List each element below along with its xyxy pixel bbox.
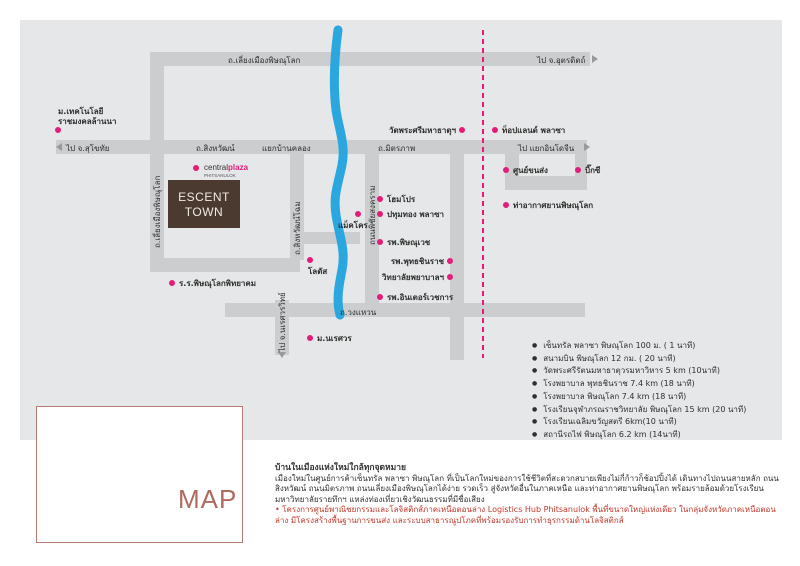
central-plaza-logo: [193, 163, 249, 178]
label-pathumthong: ปทุมทอง พลาซา: [387, 210, 444, 219]
label-ruamphaet: รพ.พิษณุเวช: [387, 238, 431, 247]
poi-school-icon: [169, 280, 175, 286]
label-phutthachinnarat: รพ.พุทธชินราช: [390, 257, 444, 266]
label-mid-vertical: ถนนพิชัยสงคราม: [368, 185, 377, 245]
central-logo-text: central: [204, 163, 229, 172]
escent-town-logo: [168, 180, 240, 228]
label-singhawat: ถ.สิงหวัฒน์: [196, 144, 235, 153]
poi-phutthachinnarat-icon: [447, 258, 453, 264]
label-singhawat-vertical: ถ.สิงหวัฒน์โฉม: [293, 201, 302, 255]
label-mittraphap: ถ.มิตรภาพ: [378, 144, 416, 153]
legend-item: ● เซ็นทรัล พลาซา พิษณุโลก 100 ม. ( 1 นาที): [532, 340, 772, 353]
label-macro: แม็คโคร: [338, 221, 368, 230]
label-to-khae: ไป แยกอินโดจีน: [518, 144, 575, 153]
label-wongwaen: ถ.วงแหวน: [340, 308, 377, 317]
road-airport: [505, 176, 587, 190]
legend-item: ● สนามบิน พิษณุโลก 12 กม. ( 20 นาที): [532, 353, 772, 366]
legend-item: ● วัดพระศรีรัตนมหาธาตุวรมหาวิหาร 5 km (10นาที): [532, 365, 772, 378]
label-school: ร.ร.พิษณุโลกพิทยาคม: [179, 279, 257, 288]
label-homepro: โฮมโปร: [387, 195, 416, 204]
label-khwae-ban-khlong: แยกบ้านคลอง: [262, 144, 311, 153]
description: [275, 463, 785, 527]
label-nursing-college: วิทยาลัยพยาบาลฯ: [382, 273, 444, 282]
poi-intercare-icon: [377, 294, 383, 300]
legend-item: ● โรงเรียนจุฬาภรณราชวิทยาลัย พิษณุโลก 15 km (20 นาที): [532, 404, 772, 417]
legend-item: ● โรงเรียนเฉลิมขวัญสตรี 6km(10 นาที): [532, 416, 772, 429]
label-naresuan-vertical: ไป จ.นเรศวรวิทย์: [278, 292, 287, 352]
description-highlight: • โครงการศูนย์พาณิชยกรรมและโลจิสติกส์ภาคเหนือตอนล่าง Logistics Hub Phitsanulok พื้นที่ขนาดใหญ่แห่งเดียว ในกลุ่มจังหวัดภาคเหนือตอนล่าง มีโครงสร้างพื้นฐานการขนส่ง และระบบสาธารณูปโภคที่พร้อมรองรับการทำธุรกรรมด้านโลจิสติกส์: [275, 505, 776, 525]
poi-central-icon: [193, 165, 199, 171]
road-network: [56, 52, 590, 360]
escent-text: ESCENT: [178, 190, 230, 204]
road-bypass-top: [150, 52, 590, 66]
central-logo-za: za: [239, 163, 249, 172]
central-logo-pla: pla: [228, 163, 240, 172]
distance-legend: [532, 340, 772, 442]
poi-pathumthong-icon: [377, 211, 383, 217]
label-airport: ท่าอากาศยานพิษณุโลก: [513, 201, 594, 210]
central-logo-sub: PHITSANULOK: [204, 173, 236, 178]
label-technology-2: ราชมงคลล้านนา: [58, 117, 117, 126]
river-nan: [334, 30, 343, 315]
label-topland: ท็อปแลนด์ พลาซา: [502, 126, 566, 135]
poi-wat-icon: [459, 127, 465, 133]
description-body: เมืองใหม่ในศูนย์การค้าเซ็นทรัล พลาซา พิษณุโลก ที่เป็นโลกใหม่ของการใช้ชีวิตที่สะดวกสบายเพียงไม่กี่ก้าวก็ช้อปปิ้งได้ เดินทางไปถนนสายหลัก ถนนสิงหวัฒน์ ถนนมิตรภาพ ถนนเลี่ยงเมืองพิษณุโลกได้ง่าย รวดเร็ว สู่จังหวัดอื่นในภาคเหนือ และท่าอากาศยานพิษณุโลก พร้อมรายล้อมด้วยโรงเรียน มหาวิทยาลัยรายทึกฯ แหล่งท่องเที่ยวเชิงวัฒนธรรมที่มีชื่อเสียง: [275, 473, 779, 504]
label-to-sukhothai: ไป จ.สุโขทัย: [66, 144, 110, 153]
poi-distribution-icon: [503, 167, 509, 173]
label-naresuan-uni: ม.นเรศวร: [317, 334, 352, 343]
poi-ruamphaet-icon: [377, 239, 383, 245]
description-headline: บ้านในเมืองแห่งใหม่ใกล้ทุกจุดหมาย: [275, 463, 407, 473]
label-lotus: โลตัส: [308, 267, 328, 276]
poi-homepro-icon: [377, 196, 383, 202]
label-to-uttaradit: ไป จ.อุตรดิตถ์: [537, 56, 586, 65]
legend-item: ● โรงพยาบาล พิษณุโลก 7.4 km (18 นาที): [532, 391, 772, 404]
poi-bigc-icon: [575, 167, 581, 173]
label-intercare: รพ.อินเตอร์เวชการ: [387, 293, 454, 302]
poi-topland-icon: [492, 127, 498, 133]
legend-item: ● สถานีรถไฟ พิษณุโลก 6.2 km (14นาที): [532, 429, 772, 442]
poi-macro-icon: [355, 211, 361, 217]
label-distribution: ศูนย์ขนส่ง: [513, 166, 548, 175]
road-link-west: [150, 258, 300, 272]
label-bypass-vertical: ถ.เลี่ยงเมืองพิษณุโลก: [153, 175, 162, 248]
svg-text:centralplaza: [204, 163, 249, 172]
poi-naresuan-icon: [307, 335, 313, 341]
label-technology-1: ม.เทคโนโลยี: [58, 107, 104, 116]
legend-item: ● โรงพยาบาล พุทธชินราช 7.4 km (18 นาที): [532, 378, 772, 391]
arrow-east-top-icon: [592, 55, 598, 63]
poi-lotus-icon: [307, 257, 313, 263]
poi-technology-icon: [55, 127, 61, 133]
road-east-vertical: [450, 140, 464, 360]
town-text: TOWN: [184, 205, 224, 219]
poi-airport-icon: [503, 202, 509, 208]
poi-nursing-icon: [447, 274, 453, 280]
section-title: MAP: [178, 484, 238, 514]
label-bigc: บิ๊กซี: [585, 166, 601, 175]
map-title-box: [36, 406, 243, 543]
label-bypass-top: ถ.เลี่ยงเมืองพิษณุโลก: [228, 56, 301, 65]
label-wat-phra-si: วัดพระศรีมหาธาตุฯ: [388, 126, 456, 135]
